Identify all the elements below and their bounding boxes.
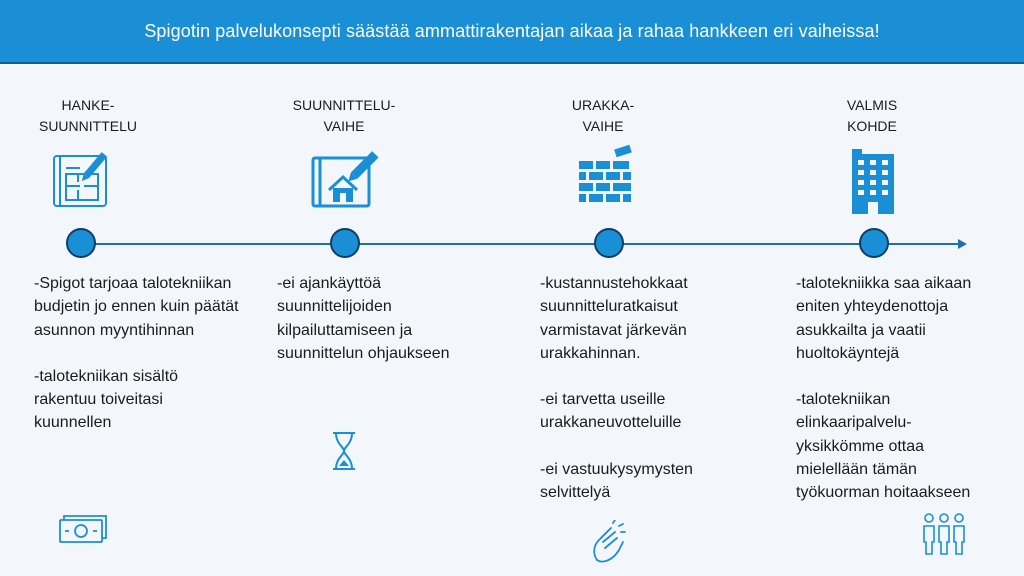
phase-title-urakkavaihe: URAKKA- VAIHE xyxy=(571,97,635,134)
phase-4-paragraph-1: -talotekniikka saa aikaan eniten yhteydenottoja asukkailta ja vaatii huoltokäyntejä xyxy=(796,275,972,362)
timeline-node-3 xyxy=(594,228,624,258)
clapping-hands-icon xyxy=(589,520,629,564)
phase-2-paragraph-1: -ei ajankäyttöä suunnittelijoiden kilpailuttamiseen ja suunnittelun ohjaukseen xyxy=(277,275,450,362)
phase-1-description xyxy=(34,272,239,458)
phase-4-description xyxy=(796,272,996,528)
timeline-node-2 xyxy=(330,228,360,258)
phase-2-description xyxy=(277,272,477,388)
header-banner xyxy=(0,0,1024,64)
timeline-node-1 xyxy=(66,228,96,258)
phase-4-paragraph-2: -talotekniikan elinkaaripalvelu-yksikkömme ottaa mielellään tämän työkuorman hoitaakseen xyxy=(796,391,971,502)
brick-wall-icon xyxy=(575,143,639,207)
phase-1-paragraph-1: -Spigot tarjoaa talotekniikan budjetin jo ennen kuin päätät asunnon myyntihinnan xyxy=(34,275,239,339)
phase-3-paragraph-3: -ei vastuukysymysten selvittelyä xyxy=(540,460,693,502)
phase-3-description xyxy=(540,272,760,527)
phase-3-paragraph-2: -ei tarvetta useille urakkaneuvotteluille xyxy=(540,391,682,432)
blueprint-icon xyxy=(50,150,116,210)
hourglass-icon xyxy=(331,430,357,472)
phase-3-paragraph-1: -kustannustehokkaat suunnitteluratkaisut varmistavat järkevän urakkahinnan. xyxy=(540,275,688,362)
phase-1-paragraph-2: -talotekniikan sisältö rakentuu toiveitasi kuunnellen xyxy=(34,367,179,432)
timeline-node-4 xyxy=(859,228,889,258)
money-icon xyxy=(58,510,108,544)
people-group-icon xyxy=(921,512,967,556)
phase-title-hankesuunnittelu: HANKE- SUUNNITTELU xyxy=(38,97,137,134)
phase-title-valmis-kohde: VALMIS KOHDE xyxy=(846,97,898,134)
building-icon xyxy=(846,146,900,216)
banner-text: Spigotin palvelukonsepti säästää ammattirakentajan aikaa ja rahaa hankkeen eri vaiheissa! xyxy=(144,20,880,41)
timeline-line xyxy=(80,243,960,245)
house-plan-icon xyxy=(309,150,385,212)
timeline-arrowhead xyxy=(958,239,967,249)
phase-title-suunnitteluvaihe: SUUNNITTELU- VAIHE xyxy=(292,97,396,134)
